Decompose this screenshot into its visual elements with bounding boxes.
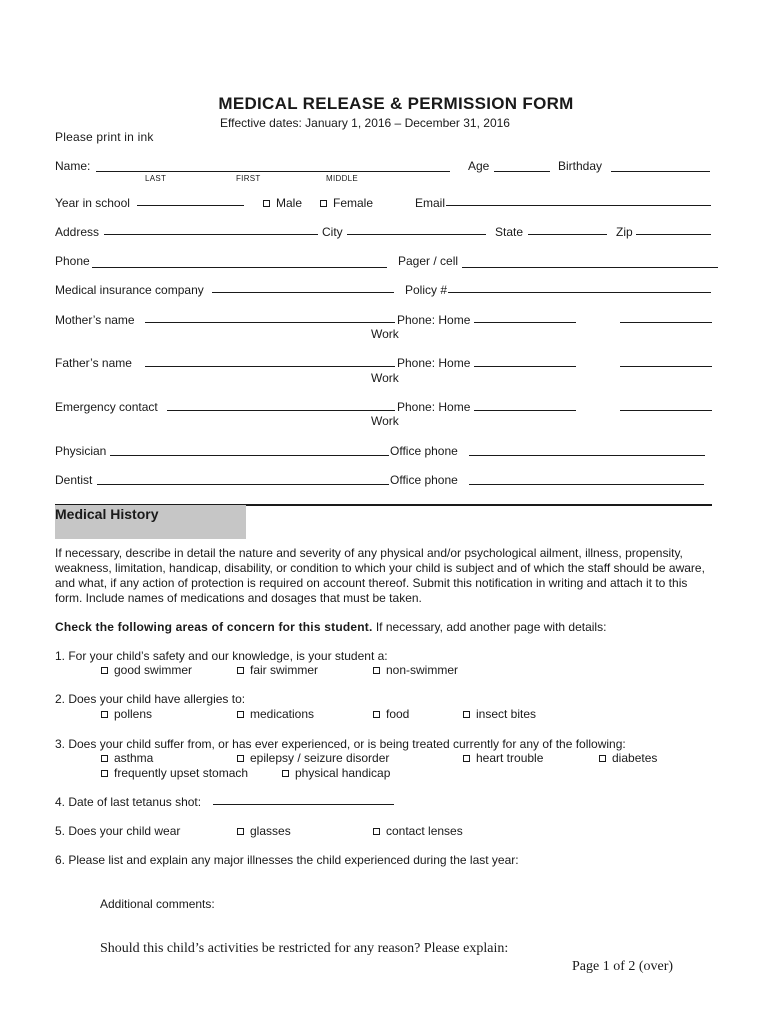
first-label: FIRST (236, 174, 261, 183)
q2-option-food[interactable]: food (373, 707, 409, 721)
q1-option-fair-swimmer[interactable]: fair swimmer (237, 663, 318, 677)
q3-option-epilepsy[interactable]: epilepsy / seizure disorder (237, 751, 389, 765)
city-label: City (322, 225, 343, 239)
checkbox-icon[interactable] (282, 770, 289, 777)
pager-field[interactable] (462, 267, 718, 268)
zip-field[interactable] (636, 234, 711, 235)
check-instructions: Check the following areas of concern for this student. If necessary, add another page with details: (55, 620, 607, 634)
medical-history-paragraph: If necessary, describe in detail the nature and severity of any physical and/or psychological ailment, illness, propensity, weakness, limitation, handicap, disability, or condition to which your child is subject and of which the staff should be aware, and what, if any action of protection is required on account thereof. Submit this notification in writing and attach it to this form. Include names of medications and dosages that must be taken. (55, 546, 705, 605)
q3-option-heart-trouble[interactable]: heart trouble (463, 751, 543, 765)
checkbox-icon[interactable] (101, 711, 108, 718)
question-3: 3. Does your child suffer from, or has ever experienced, or is being treated currently for any of the following: (55, 737, 626, 751)
name-field[interactable] (96, 171, 450, 172)
mother-label: Mother’s name (55, 313, 135, 327)
emergency-phone-home-label: Phone: Home (397, 400, 471, 414)
father-field[interactable] (145, 366, 395, 367)
q2-option-medications[interactable]: medications (237, 707, 314, 721)
checkbox-icon[interactable] (599, 755, 606, 762)
medical-history-heading: Medical History (55, 506, 159, 522)
dentist-field[interactable] (97, 484, 389, 485)
checkbox-icon[interactable] (373, 711, 380, 718)
last-label: LAST (145, 174, 167, 183)
state-label: State (495, 225, 524, 239)
policy-field[interactable] (448, 292, 711, 293)
emergency-phone-home-field[interactable] (474, 410, 576, 411)
checkbox-icon[interactable] (320, 200, 327, 207)
address-label: Address (55, 225, 100, 239)
email-label: Email (415, 196, 446, 210)
female-option[interactable]: Female (320, 196, 373, 210)
year-field[interactable] (137, 205, 244, 206)
page-number: Page 1 of 2 (over) (572, 959, 674, 974)
checkbox-icon[interactable] (101, 667, 108, 674)
tetanus-date-field[interactable] (213, 804, 394, 805)
name-label: Name: (55, 159, 91, 173)
checkbox-icon[interactable] (463, 711, 470, 718)
father-work-label: Work (371, 371, 399, 385)
emergency-field[interactable] (167, 410, 395, 411)
middle-label: MIDDLE (326, 174, 359, 183)
medical-history-heading-box (55, 505, 246, 539)
mother-phone-home-label: Phone: Home (397, 313, 471, 327)
father-phone-home-label: Phone: Home (397, 356, 471, 370)
question-6: 6. Please list and explain any major illnesses the child experienced during the last year: (55, 853, 519, 867)
question-5: 5. Does your child wear (55, 824, 181, 838)
question-4: 4. Date of last tetanus shot: (55, 795, 202, 809)
city-field[interactable] (347, 234, 486, 235)
dentist-office-phone-field[interactable] (469, 484, 704, 485)
father-phone-home-extra-field[interactable] (620, 366, 712, 367)
physician-office-phone-field[interactable] (469, 455, 705, 456)
q1-option-non-swimmer[interactable]: non-swimmer (373, 663, 458, 677)
male-option[interactable]: Male (263, 196, 302, 210)
q1-option-good-swimmer[interactable]: good swimmer (101, 663, 192, 677)
emergency-phone-home-extra-field[interactable] (620, 410, 712, 411)
birthday-label: Birthday (558, 159, 603, 173)
dentist-office-phone-label: Office phone (390, 473, 458, 487)
checkbox-icon[interactable] (463, 755, 470, 762)
additional-comments-label: Additional comments: (100, 897, 215, 911)
restricted-question: Should this child’s activities be restricted for any reason? Please explain: (100, 941, 509, 956)
phone-field[interactable] (92, 267, 387, 268)
insurance-field[interactable] (212, 292, 394, 293)
checkbox-icon[interactable] (263, 200, 270, 207)
address-field[interactable] (104, 234, 318, 235)
question-2: 2. Does your child have allergies to: (55, 692, 246, 706)
q2-option-pollens[interactable]: pollens (101, 707, 152, 721)
father-phone-home-field[interactable] (474, 366, 576, 367)
q5-option-contact-lenses[interactable]: contact lenses (373, 824, 463, 838)
checkbox-icon[interactable] (101, 755, 108, 762)
age-field[interactable] (494, 171, 550, 172)
mother-work-label: Work (371, 327, 399, 341)
q3-option-upset-stomach[interactable]: frequently upset stomach (101, 766, 248, 780)
form-title: MEDICAL RELEASE & PERMISSION FORM (218, 94, 574, 113)
physician-label: Physician (55, 444, 107, 458)
q2-option-insect-bites[interactable]: insect bites (463, 707, 536, 721)
zip-label: Zip (616, 225, 633, 239)
father-label: Father’s name (55, 356, 132, 370)
physician-office-phone-label: Office phone (390, 444, 458, 458)
physician-field[interactable] (110, 455, 389, 456)
insurance-label: Medical insurance company (55, 283, 204, 297)
state-field[interactable] (528, 234, 607, 235)
q3-option-physical-handicap[interactable]: physical handicap (282, 766, 390, 780)
checkbox-icon[interactable] (373, 667, 380, 674)
question-1: 1. For your child’s safety and our knowledge, is your student a: (55, 649, 388, 663)
checkbox-icon[interactable] (101, 770, 108, 777)
pager-label: Pager / cell (398, 254, 459, 268)
q3-option-asthma[interactable]: asthma (101, 751, 153, 765)
q5-option-glasses[interactable]: glasses (237, 824, 291, 838)
year-label: Year in school (55, 196, 130, 210)
policy-label: Policy # (405, 283, 448, 297)
emergency-work-label: Work (371, 414, 399, 428)
mother-phone-home-field[interactable] (474, 322, 576, 323)
effective-dates: Effective dates: January 1, 2016 – December 31, 2016 (220, 116, 510, 130)
age-label: Age (468, 159, 490, 173)
print-note: Please print in ink (55, 130, 154, 144)
checkbox-icon[interactable] (237, 828, 244, 835)
dentist-label: Dentist (55, 473, 93, 487)
checkbox-icon[interactable] (237, 755, 244, 762)
birthday-field[interactable] (611, 171, 710, 172)
checkbox-icon[interactable] (237, 667, 244, 674)
mother-phone-home-extra-field[interactable] (620, 322, 712, 323)
emergency-label: Emergency contact (55, 400, 158, 414)
checkbox-icon[interactable] (373, 828, 380, 835)
mother-field[interactable] (145, 322, 395, 323)
email-field[interactable] (446, 205, 711, 206)
q3-option-diabetes[interactable]: diabetes (599, 751, 657, 765)
phone-label: Phone (55, 254, 90, 268)
checkbox-icon[interactable] (237, 711, 244, 718)
